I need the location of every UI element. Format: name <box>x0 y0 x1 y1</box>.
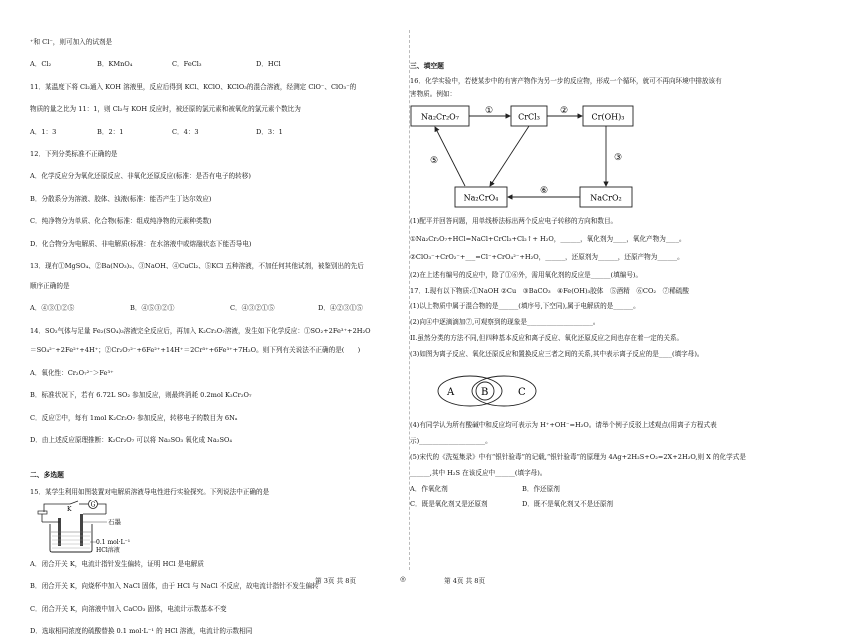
q11-stem-2: 物质的量之比为 11：1，则 Cl₂与 KOH 反应时，被还原的氯元素和被氧化的氯元素个数比为 <box>30 105 301 114</box>
q11-option-a: A．1：3 <box>30 127 57 136</box>
q14-option-b: B．标准状况下，若有 6.72L SO₂ 参加反应，则最终消耗 0.2mol K₂Cr₂O₇ <box>30 391 252 400</box>
q10-option-a: A．Cl₂ <box>30 60 52 69</box>
svg-text:B: B <box>481 386 489 398</box>
q13-options <box>30 304 406 313</box>
svg-text:⑤: ⑤ <box>429 155 439 166</box>
q12-stem: 12．下列分类标准不正确的是 <box>30 149 118 158</box>
arrow-step-5 <box>435 127 465 186</box>
q15-option-d: D．选取相同浓度的硫酸替换 0.1 mol·L⁻¹ 的 HCl 溶液，电流计的示数相同 <box>30 627 253 636</box>
q16-equation-2: ②ClO₃⁻+CrO₂⁻+___=Cl⁻+CrO₄²⁻+H₂O，______，还原剂为______，还原产物为______。 <box>410 252 684 261</box>
q11-options <box>30 128 406 137</box>
footer-page-left: 第 3页 共 8页 <box>315 577 357 585</box>
q15-option-b: B．闭合开关 K，向烧杯中加入 NaCl 固体，由于 HCl 与 NaCl 不反应，故电流计指针不发生偏转 <box>30 582 319 591</box>
q14-option-a: A．氧化性：Cr₂O₇²⁻＞Fe³⁺ <box>30 368 114 377</box>
q15-stem: 15．某学生利用如图装置对电解质溶液导电性进行实验探究。下列说法中正确的是 <box>30 488 270 497</box>
arrow-step-4 <box>490 126 529 186</box>
q17-option-c: C．既是氧化剂又是还原剂 <box>410 500 488 509</box>
q17-part4-2: 示)____________________。 <box>410 436 492 445</box>
q17-option-a: A．作氧化剂 <box>410 484 448 493</box>
q17-part2: (2)向④中逐滴滴加⑦,可观察到的现象是____________________。 <box>410 318 600 327</box>
svg-text:CrCl₃: CrCl₃ <box>518 112 540 122</box>
q12-option-d: D．化合物分为电解质、非电解质(标准：在水溶液中或熔融状态下能否导电) <box>30 239 252 248</box>
q17-options-ab <box>410 485 830 494</box>
footer-mark: ◎ <box>400 575 406 583</box>
q17-part3: (3)如图为离子反应、氧化还原反应和置换反应三者之间的关系,其中表示离子反应的是____(填字母)。 <box>410 350 704 359</box>
q16-equation-1: ①Na₂Cr₂O₇+HCl=NaCl+CrCl₃+Cl₂↑+ H₂O，______，氧化剂为____，氧化产物为____。 <box>410 234 686 243</box>
left-page <box>30 38 406 636</box>
q11-option-d: D．3：1 <box>256 127 283 136</box>
q10-options <box>30 60 406 69</box>
q14-option-c: C．反应②中，每有 1mol K₂Cr₂O₇ 参加反应，转移电子的数目为 6Nₐ <box>30 413 238 422</box>
switch-k-lever <box>70 501 78 504</box>
svg-text:G: G <box>90 501 96 509</box>
q17-part1: (1)以上物质中属于混合物的是______(填序号,下空同),属于电解质的是______。 <box>410 302 640 311</box>
q10-stem-tail: ⁺和 Cl⁻，则可加入的试剂是 <box>30 38 113 46</box>
svg-text:K: K <box>67 505 72 513</box>
q17-part5-2: ______,其中 H₂S 在该反应中______(填字母)。 <box>410 468 547 477</box>
q17-option-b: B．作还原剂 <box>522 484 560 493</box>
q17-part-ii: II.虽然分类的方法不同,但四种基本反应和离子反应、氧化还原反应之间也存在着一定的关系。 <box>410 334 684 343</box>
q10-option-d: D．HCl <box>256 60 281 69</box>
q12-option-b: B．分散系分为溶液、胶体、浊液(标准：能否产生丁达尔效应) <box>30 194 212 203</box>
svg-text:C: C <box>518 386 526 398</box>
q10-option-c: C．FeCl₃ <box>172 60 202 69</box>
footer-page-right: 第 4页 共 8页 <box>444 577 486 585</box>
right-page <box>410 62 830 509</box>
svg-text:NaCrO₂: NaCrO₂ <box>590 193 622 203</box>
svg-text:②: ② <box>559 105 569 116</box>
q13-option-d: D．④②③①⑤ <box>318 304 363 313</box>
q17-options-cd <box>410 500 830 509</box>
q13-option-b: B．④⑤③②① <box>130 304 175 313</box>
q12-option-a: A．化学反应分为氧化还原反应、非氧化还原反应(标准：是否有电子的转移) <box>30 172 251 181</box>
svg-text:A: A <box>447 386 455 398</box>
q13-stem: 13．现有①MgSO₄、②Ba(NO₃)₂、③NaOH、④CuCl₂、⑤KCl 五种溶液，不加任何其他试剂，被鉴别出的先后 <box>30 261 364 270</box>
q17-part5: (5)宋代的《洗冤集录》中有“银针验毒”的记载,“银针验毒”的原理为 4Ag+2H₂S+O₂=2X+2H₂O,则 X 的化学式是 <box>410 452 746 461</box>
q16-part1: (1)配平并回答问题，用单线桥法标出两个反应电子转移的方向和数目。 <box>410 216 618 225</box>
svg-text:0.1 mol·L⁻¹: 0.1 mol·L⁻¹ <box>96 538 131 546</box>
q15-option-a: A．闭合开关 K，电流计指针发生偏转，证明 HCl 是电解质 <box>30 559 204 568</box>
svg-text:石墨: 石墨 <box>108 517 121 526</box>
battery-icon <box>38 511 47 514</box>
q14-stem-2: ＝SO₄²⁻+2Fe²⁺+4H⁺；②Cr₂O₇²⁻+6Fe²⁺+14H⁺＝2Cr³⁺+6Fe³⁺+7H₂O。则下列有关说法不正确的是( ) <box>30 346 361 355</box>
section-fill-in-heading: 三、填空题 <box>410 62 444 70</box>
q12-option-c: C．纯净物分为单质、化合物(标准：组成纯净物的元素种类数) <box>30 217 212 226</box>
q17-part4: (4)有同学认为所有酸碱中和反应均可表示为 H⁺+OH⁻=H₂O。请举个例子反驳上述观点(用离子方程式表 <box>410 420 717 429</box>
q13-option-c: C．④③②①⑤ <box>230 304 275 313</box>
svg-text:Na₂CrO₄: Na₂CrO₄ <box>463 193 499 203</box>
svg-text:①: ① <box>484 105 494 116</box>
beaker-icon <box>50 524 92 552</box>
venn-diagram <box>430 371 540 411</box>
q16-stem-2: 害物质。例如： <box>410 90 457 99</box>
svg-text:Cr(OH)₃: Cr(OH)₃ <box>591 112 625 122</box>
q13-option-a: A．④③①②⑤ <box>30 304 75 313</box>
q16-stem: 16．化学实验中，若使某步中的有害产物作为另一步的反应物，形成一个循环，就可不再向环境中排放该有 <box>410 77 722 86</box>
graphite-electrode-right <box>80 514 83 546</box>
q11-option-c: C．4：3 <box>172 127 199 136</box>
q11-stem: 11．某温度下将 Cl₂通入 KOH 溶液里，反应后得到 KCl、KClO、KClO₃的混合溶液，经测定 ClO⁻、ClO₃⁻的 <box>30 82 357 91</box>
chromium-cycle-diagram <box>410 105 650 209</box>
q14-stem: 14．SO₂气体与足量 Fe₂(SO₄)₃溶液完全反应后，再加入 K₂Cr₂O₇溶液，发生如下化学反应：①SO₂+2Fe³⁺+2H₂O <box>30 326 371 335</box>
q15-option-c: C．闭合开关 K，向溶液中加入 CaCO₃ 固体，电流计示数基本不变 <box>30 604 227 613</box>
svg-text:③: ③ <box>613 152 623 163</box>
q17-option-d: D．既不是氧化剂又不是还原剂 <box>522 500 614 509</box>
q11-option-b: B．2：1 <box>97 127 124 136</box>
svg-text:Na₂Cr₂O₇: Na₂Cr₂O₇ <box>421 112 459 122</box>
q13-stem-2: 顺序正确的是 <box>30 281 70 290</box>
q10-option-b: B．KMnO₄ <box>97 60 133 69</box>
section-multi-choice-heading: 二、多选题 <box>30 470 64 479</box>
svg-text:HCl溶液: HCl溶液 <box>96 546 120 554</box>
conductivity-apparatus-figure <box>30 500 150 558</box>
q16-part2: (2)在上述有编号的反应中，除了①⑥外，需用氧化剂的反应是______(填编号)。 <box>410 270 643 279</box>
svg-text:⑥: ⑥ <box>539 185 549 196</box>
q17-stem: 17．I.现有以下物质:①NaOH ②Cu ③BaCO₃ ④Fe(OH)₃胶体 ⑤酒精 ⑥CO₂ ⑦稀硫酸 <box>410 286 689 295</box>
q14-option-d: D．由上述反应原理推断：K₂Cr₂O₇ 可以将 Na₂SO₃ 氧化成 Na₂SO₄ <box>30 436 233 445</box>
